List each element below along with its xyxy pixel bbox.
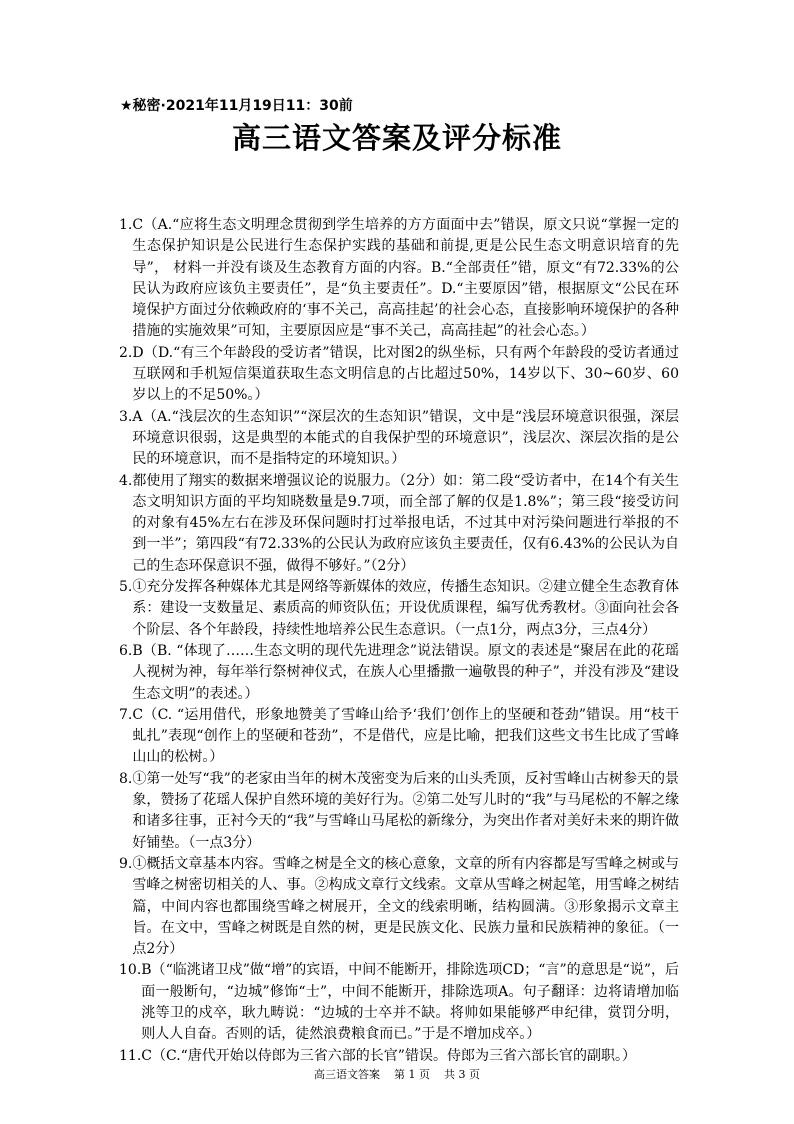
answer-item-2: [119, 343, 679, 407]
answer-text: C（C. “运用借代，形象地赞美了雪峰山给予‘我们’创作上的坚硬和苍劲”错误。用“枝干虬扎”表现“创作上的坚硬和苍劲”，不是借代，应是比喻，把我们这些文书生比成了雪峰山山的松树。）: [132, 706, 679, 766]
answer-item-4: [119, 471, 679, 577]
answer-number: 4.: [119, 472, 133, 489]
answer-number: 11.: [119, 1047, 142, 1064]
answer-number: 9.: [119, 855, 133, 872]
answer-number: 1.: [119, 217, 133, 233]
page-footer: [0, 1066, 794, 1082]
answer-item-8: [119, 769, 679, 854]
page-title: 高三语文答案及评分标准: [231, 121, 562, 155]
answer-number: 8.: [119, 770, 133, 787]
answer-text: ①第一处写“我”的老家由当年的树木茂密变为后来的山头秃顶，反衬雪峰山古树参天的景象，赞扬了花瑶人保护自然环境的美好行为。②第二处写儿时的“我”与马尾松的不解之缘和诸多往事，正衬今天的“我”与雪峰山马尾松的新缘分，为突出作者对美好未来的期许做好铺垫。（一点3分）: [132, 770, 679, 851]
answer-number: 3.: [119, 408, 133, 425]
answer-list: [119, 215, 679, 1067]
answer-item-10: [119, 960, 679, 1045]
answer-item-1: [119, 215, 679, 343]
footer-page-number: 第 1 页: [394, 1068, 430, 1081]
answer-number: 10.: [119, 962, 142, 979]
answer-text: B（B. “体现了……生态文明的现代先进理念”说法错误。原文的表述是“聚居在此的花瑶人视树为神，每年举行祭树神仪式，在族人心里播撒一遍敬畏的种子”，并没有涉及“建设生态文明”的表述。）: [132, 642, 679, 702]
answer-item-9: [119, 854, 679, 960]
answer-number: 6.: [119, 642, 133, 659]
answer-text: C（C.“唐代开始以侍郎为三省六部的长官”错误。侍郎为三省六部长官的副职。）: [141, 1047, 636, 1064]
confidential-label: ★秘密·2021年11月19日11：30前: [120, 98, 353, 114]
footer-doc-name: 高三语文答案: [314, 1068, 380, 1081]
answer-item-7: [119, 705, 679, 769]
answer-item-5: [119, 577, 679, 641]
answer-item-6: [119, 641, 679, 705]
answer-text: ①充分发挥各种媒体尤其是网络等新媒体的效应，传播生态知识。②建立健全生态教育体系：建设一支数量足、素质高的师资队伍；开设优质课程，编写优秀教材。③面向社会各个阶层、各个年龄段，持续性地培养公民生态意识。（一点1分，两点3分，三点4分）: [132, 579, 679, 638]
answer-text: B（“临洮诸卫戍”做“增”的宾语，中间不能断开，排除选项CD；“言”的意思是“说”，后面一般断句，“边城”修饰“士”，中间不能断开，排除选项A。句子翻译：边将请增加临洮等卫的戍卒，耿九畴说：“边城的士卒并不缺。将帅如果能够严申纪律，赏罚分明，则人人自奋。否则的话，徒然浪费粮食而已。”于是不增加戍卒。）: [141, 962, 679, 1043]
answer-text: D（D.“有三个年龄段的受访者”错误，比对图2的纵坐标，只有两个年龄段的受访者通过互联网和手机短信渠道获取生态文明信息的占比超过50%，14岁以下、30~60岁、60岁以上的不足50%。）: [132, 344, 679, 404]
answer-text: A（A.“浅层次的生态知识”“深层次的生态知识”错误，文中是“浅层环境意识很强，深层环境意识很弱，这是典型的本能式的自我保护型的环境意识”，浅层次、深层次指的是公民的环境意识，而不是指特定的环境知识。）: [132, 408, 679, 468]
answer-number: 7.: [119, 706, 133, 723]
answer-text: ①概括文章基本内容。雪峰之树是全文的核心意象，文章的所有内容都是写雪峰之树或与雪峰之树密切相关的人、事。②构成文章行文线索。文章从雪峰之树起笔，用雪峰之树结篇，中间内容也都围绕雪峰之树展开，全文的线索明晰，结构圆满。③形象揭示文章主旨。在文中，雪峰之树既是自然的树，更是民族文化、民族力量和民族精神的象征。（一点2分）: [132, 855, 679, 958]
answer-number: 2.: [119, 344, 133, 361]
answer-item-11: [119, 1046, 679, 1067]
answer-text: 都使用了翔实的数据来增强议论的说服力。（2分）如：第二段“受访者中，在14个有关生态文明知识方面的平均知晓数量是9.7项，而全部了解的仅是1.8%”；第三段“接受访问的对象有45%左右在涉及环保问题时打过举报电话，不过其中对污染问题进行举报的不到一半”；第四段“有72.33%的公民认为政府应该负主要责任，仅有6.43%的公民认为自己的生态环保意识不强，做得不够好。”（2分）: [132, 472, 679, 574]
answer-number: 5.: [119, 579, 133, 596]
answer-item-3: [119, 407, 679, 471]
answer-text: C（A.“应将生态文明理念贯彻到学生培养的方方面面中去”错误，原文只说“掌握一定的生态保护知识是公民进行生态保护实践的基础和前提,更是公民生态文明意识培育的先导”， 材料一并没有谈及生态教育方面的内容。B.“全部责任”错，原文“有72.33%的公民认为政府应该负主要责任”，是“负主要责任”。D.“主要原因”错，根据原文“公民在环境保护方面过分依赖政府的‘事不关己，高高挂起’的社会心态，直接影响环境保护的各种措施的实施效果”可知，主要原因应是“事不关己，高高挂起”的社会心态。）: [132, 217, 679, 340]
footer-total-pages: 共 3 页: [444, 1068, 480, 1081]
